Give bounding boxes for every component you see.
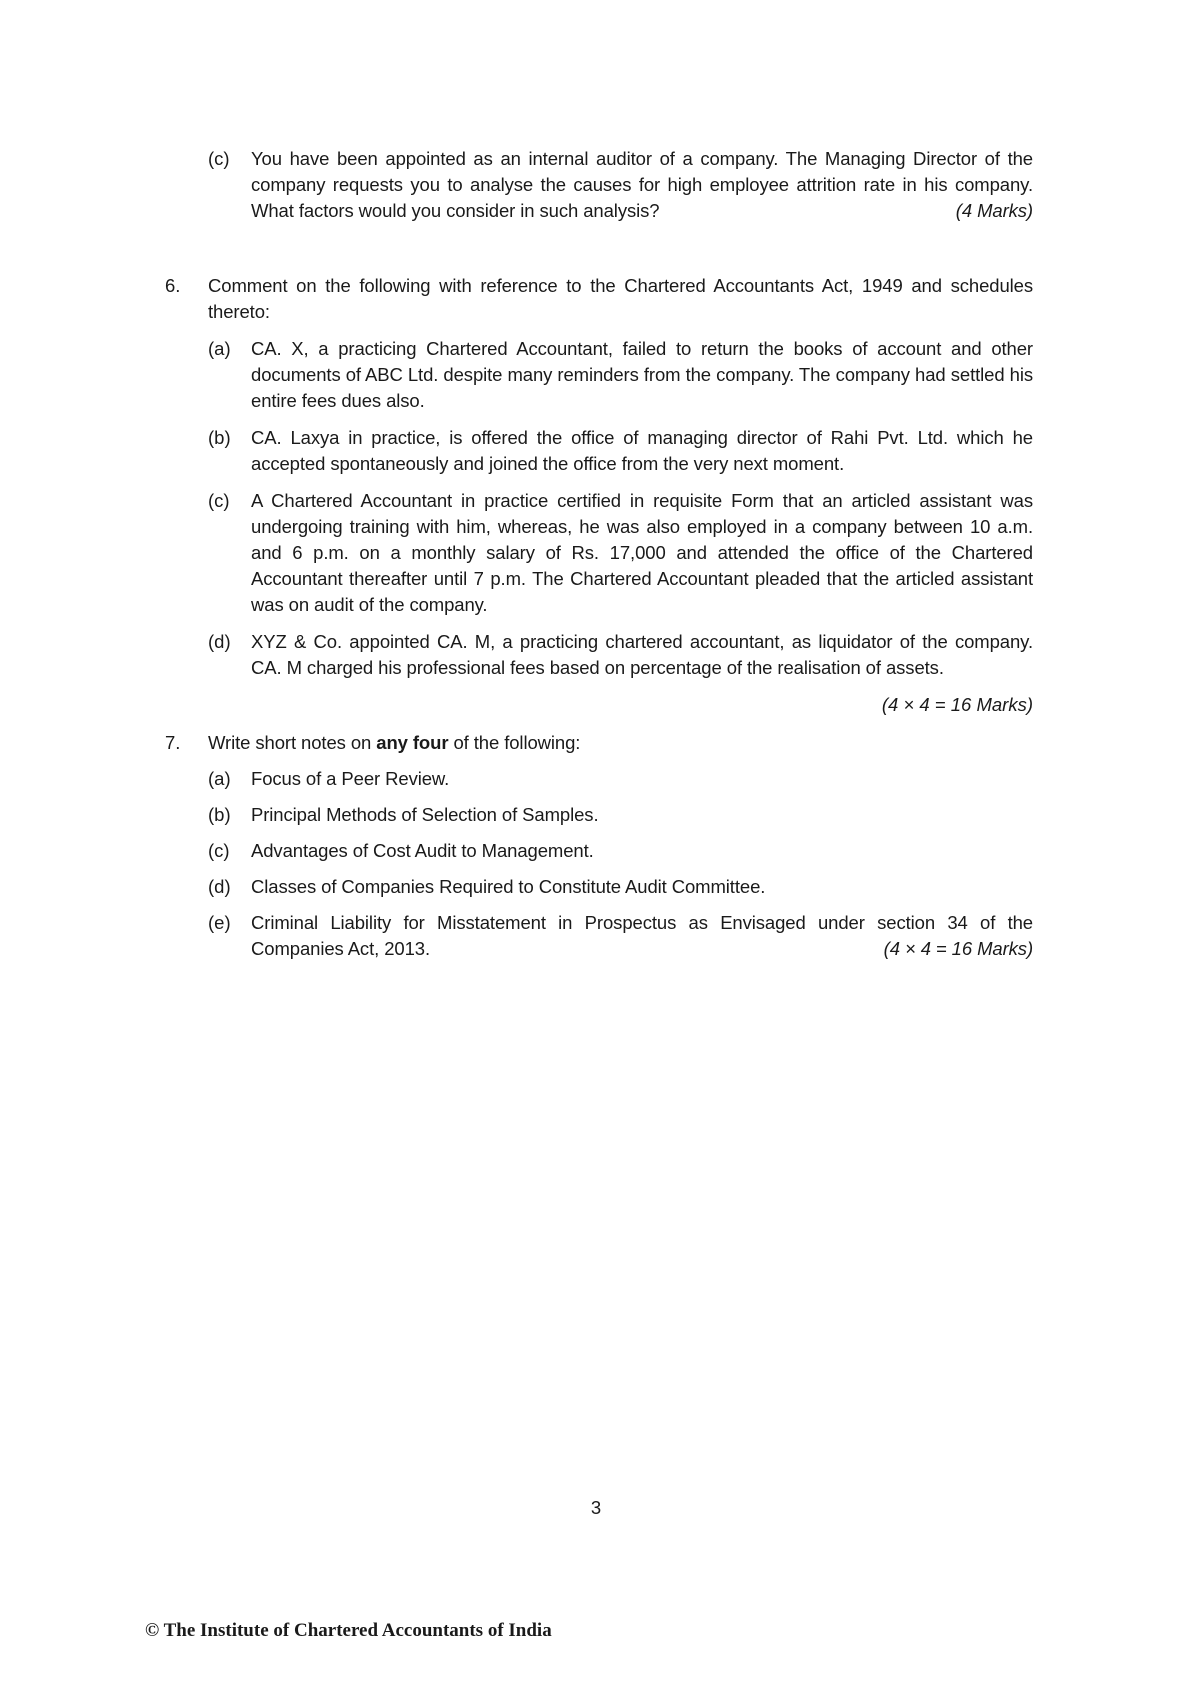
q6-item-a-label: (a) xyxy=(208,338,231,359)
q7-marks: (4 × 4 = 16 Marks) xyxy=(883,938,1033,959)
q7-item-d-text: Classes of Companies Required to Constitute Audit Committee. xyxy=(251,876,766,897)
page-number: 3 xyxy=(590,1497,602,1518)
q7-stem-start: Write short notes on xyxy=(208,732,377,753)
q6-marks: (4 × 4 = 16 Marks) xyxy=(881,694,1033,715)
q7-item-c-text: Advantages of Cost Audit to Management. xyxy=(251,840,594,861)
q7-item-d-label: (d) xyxy=(208,876,231,897)
q6-item-d-text: XYZ & Co. appointed CA. M, a practicing chartered accountant, as liquidator of the company. CA. M charged his professional fees based on percentage of the realisation of assets. xyxy=(251,631,1033,678)
q7-stem-bold: any four xyxy=(376,732,449,753)
q7-stem xyxy=(208,730,1033,756)
copyright-notice: © The Institute of Chartered Accountants of India xyxy=(145,1620,552,1641)
q7-item-e-text xyxy=(251,910,1033,962)
q5-marks: (4 Marks) xyxy=(955,200,1033,221)
q7-item-c-label: (c) xyxy=(208,840,230,861)
q7-item-b-text: Principal Methods of Selection of Samples. xyxy=(251,804,599,825)
q6-number: 6. xyxy=(165,275,181,296)
q5-item-c-body: You have been appointed as an internal auditor of a company. The Managing Director of the company requests you to analyse the causes for high employee attrition rate in his company. What factors would you consider in such analysis? xyxy=(251,148,1033,221)
q6-item-b-label: (b) xyxy=(208,427,231,448)
q6-item-b-text: CA. Laxya in practice, is offered the office of managing director of Rahi Pvt. Ltd. which he accepted spontaneously and joined the office from the very next moment. xyxy=(251,427,1033,474)
q7-item-e-label: (e) xyxy=(208,912,231,933)
q5-item-c-text xyxy=(251,146,1033,224)
q5-item-c-label: (c) xyxy=(208,148,230,169)
q7-item-a-label: (a) xyxy=(208,768,231,789)
q7-number: 7. xyxy=(165,732,181,753)
q7-stem-end: of the following: xyxy=(448,732,581,753)
q6-item-c-label: (c) xyxy=(208,490,230,511)
q6-stem: Comment on the following with reference to the Chartered Accountants Act, 1949 and schedules thereto: xyxy=(208,275,1033,322)
q6-item-d-label: (d) xyxy=(208,631,231,652)
q7-item-e-body: Criminal Liability for Misstatement in Prospectus as Envisaged under section 34 of the Companies Act, 2013. xyxy=(251,912,1033,959)
q6-item-c-text: A Chartered Accountant in practice certified in requisite Form that an articled assistant was undergoing training with him, whereas, he was also employed in a company between 10 a.m. and 6 p.m. on a monthly salary of Rs. 17,000 and attended the office of the Chartered Accountant thereafter until 7 p.m. The Chartered Accountant pleaded that the articled assistant was on audit of the company. xyxy=(251,490,1033,615)
q7-item-b-label: (b) xyxy=(208,804,231,825)
q7-item-a-text: Focus of a Peer Review. xyxy=(251,768,450,789)
q6-item-a-text: CA. X, a practicing Chartered Accountant, failed to return the books of account and other documents of ABC Ltd. despite many reminders from the company. The company had settled his entire fees dues also. xyxy=(251,338,1033,411)
